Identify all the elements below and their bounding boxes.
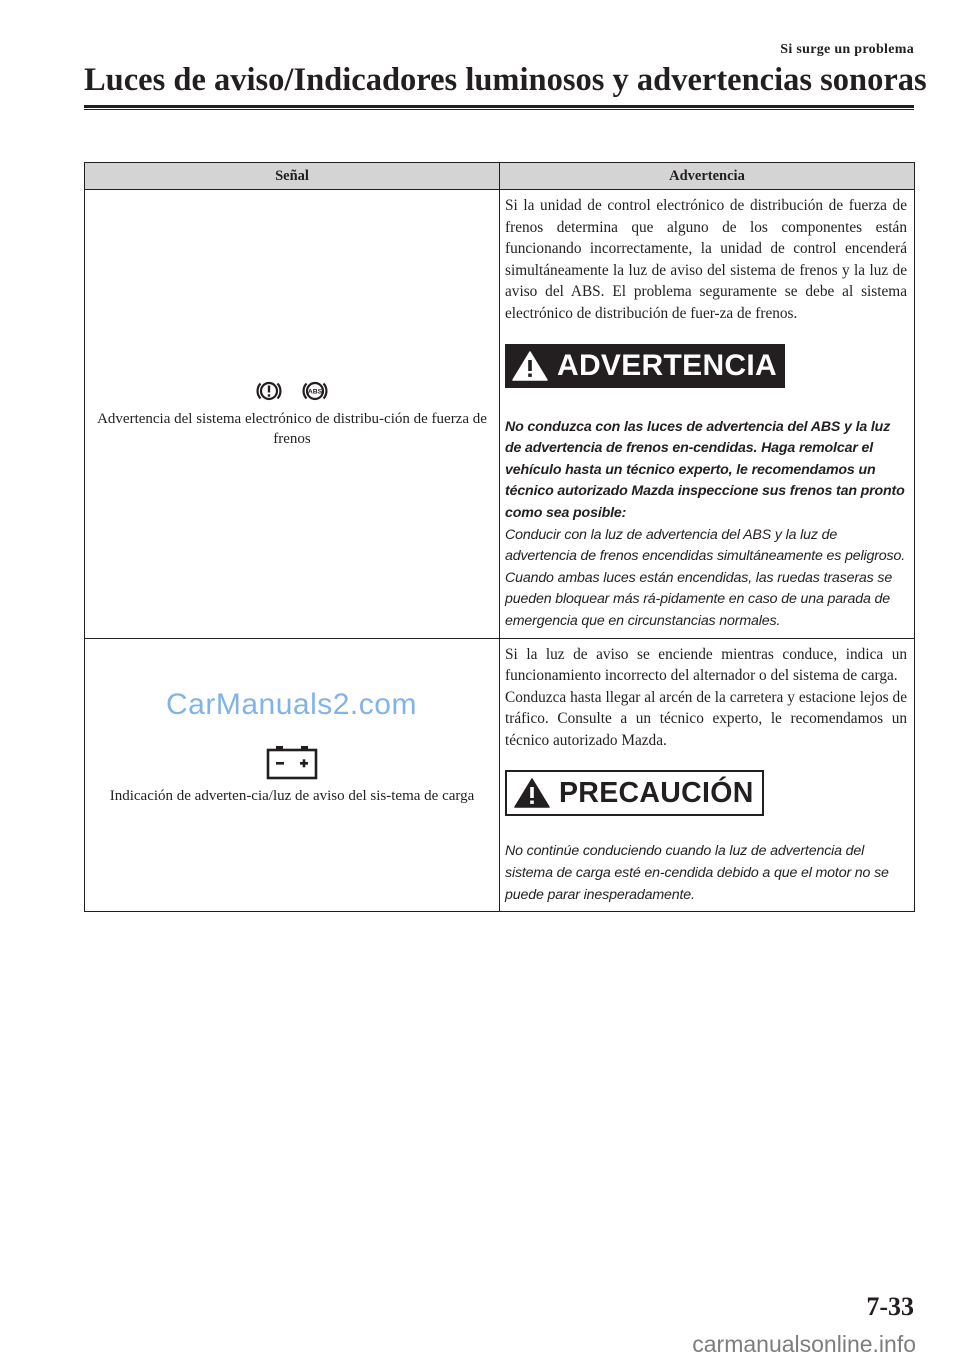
warning-cell — [500, 638, 915, 912]
warning-description: Si la luz de aviso se enciende mientras conduce, indica un funcionamiento incorrecto del alternador o del sistema de carga. — [505, 645, 907, 685]
warning-description: Si la unidad de control electrónico de distribución de fuerza de frenos determina que alguno de los componentes están funcionando incorrectamente, la unidad de control encenderá simultáneamente la luz de aviso del sistema de frenos y la luz de aviso del ABS. El problema seguramente se debe al sistema electrónico de distribución de fuer-za de frenos. — [505, 197, 907, 322]
advertencia-badge — [505, 344, 785, 388]
signal-icons — [89, 379, 495, 403]
alert-triangle-icon — [511, 350, 549, 382]
precaucion-badge — [505, 770, 764, 816]
advertencia-label: ADVERTENCIA — [557, 348, 777, 382]
precaucion-note: No continúe conduciendo cuando la luz de advertencia del sistema de carga esté en-cendida debido a que el motor no se puede parar inesperadamente. — [505, 843, 889, 903]
column-header-warning: Advertencia — [500, 163, 915, 190]
signal-icons — [89, 744, 495, 780]
section-heading: Si surge un problema — [780, 42, 914, 57]
advertencia-bold-text: No conduzca con las luces de advertencia del ABS y la luz de advertencia de frenos en-cendidas. Haga remolcar el vehículo hasta un técnico experto, le recomendamos un técnico autorizado Mazda inspeccione sus frenos tan pronto como sea posible: — [505, 418, 905, 521]
abs-warning-icon — [301, 379, 329, 403]
warning-description: Conduzca hasta llegar al arcén de la carretera y estacione lejos de tráfico. Consulte a un técnico experto, le recomendamos un técnico autorizado Mazda. — [505, 688, 907, 749]
title-rule — [84, 105, 914, 110]
warning-cell — [500, 190, 915, 639]
page-number: 7-33 — [866, 1292, 914, 1321]
table-row — [85, 190, 915, 639]
advertencia-note: Conducir con la luz de advertencia del ABS y la luz de advertencia de frenos encendidas simultáneamente es peligroso. — [505, 526, 906, 565]
signal-label: Indicación de adverten-cia/luz de aviso del sis-tema de carga — [109, 787, 475, 804]
abs-icon-text: ABS — [307, 388, 323, 396]
advertencia-note: Cuando ambas luces están encendidas, las ruedas traseras se pueden bloquear más rá-pidamente en caso de una parada de emergencia que en circunstancias normales. — [505, 569, 893, 629]
watermark: CarManuals2.com — [166, 688, 417, 721]
alert-triangle-icon — [513, 777, 551, 809]
warning-lights-table — [84, 162, 915, 912]
brake-warning-icon — [255, 379, 283, 403]
signal-cell — [85, 638, 500, 912]
footer-watermark: carmanualsonline.info — [692, 1331, 916, 1357]
precaucion-label: PRECAUCIÓN — [559, 776, 754, 809]
page-title: Luces de aviso/Indicadores luminosos y advertencias sonoras — [84, 62, 927, 98]
signal-cell — [85, 190, 500, 639]
table-row — [85, 638, 915, 912]
battery-charge-icon — [265, 744, 319, 780]
table-header-row — [85, 163, 915, 190]
signal-label: Advertencia del sistema electrónico de distribu-ción de fuerza de frenos — [97, 410, 487, 447]
column-header-signal: Señal — [85, 163, 500, 190]
